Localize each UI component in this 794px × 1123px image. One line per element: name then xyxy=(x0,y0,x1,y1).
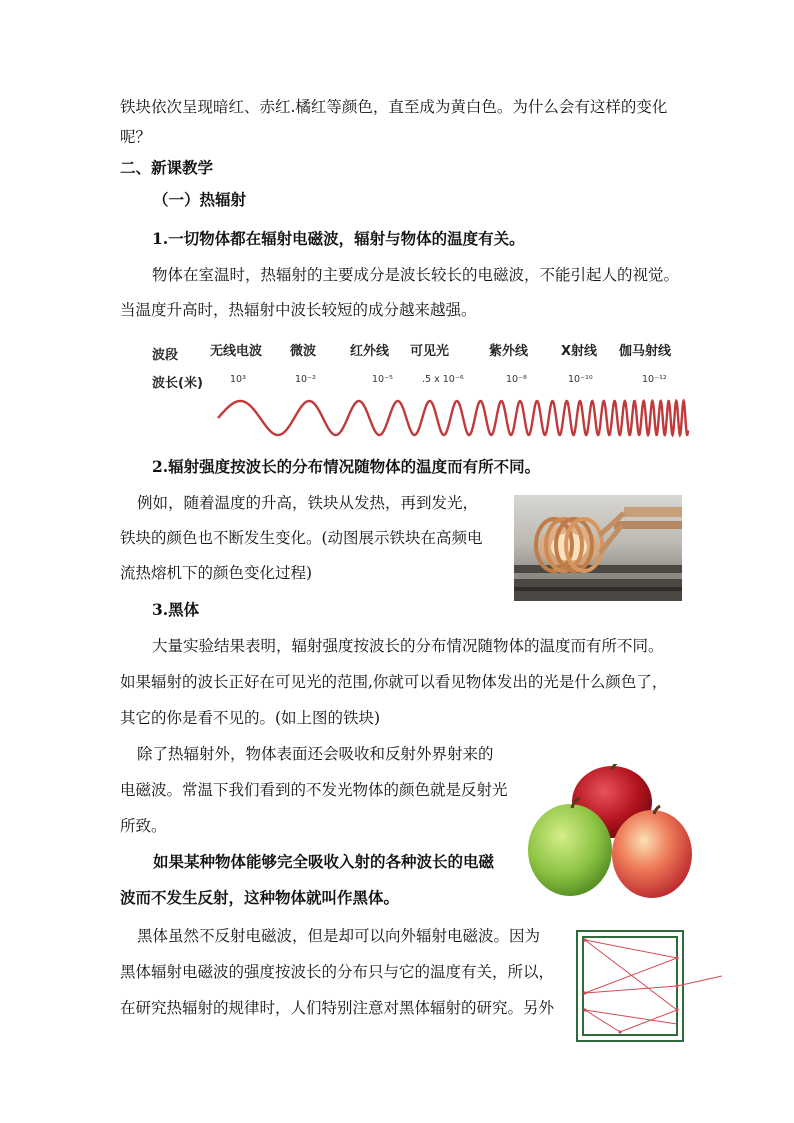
point-1-heading: 1.一切物体都在辐射电磁波，辐射与物体的温度有关。 xyxy=(152,229,525,248)
wavelength-radio: 10³ xyxy=(230,374,246,385)
point-3-heading: 3.黑体 xyxy=(152,600,200,619)
point-2-heading: 2.辐射强度按波长的分布情况随物体的温度而有所不同。 xyxy=(152,457,541,476)
band-gamma: 伽马射线 xyxy=(619,344,672,359)
band-microwave: 微波 xyxy=(290,344,317,359)
paragraph-2-line-1: 例如，随着温度的升高，铁块从发热，再到发光， xyxy=(137,494,479,512)
paragraph-5-line-2: 黑体辐射电磁波的强度按波长的分布只与它的温度有关，所以， xyxy=(120,963,555,981)
induction-heating-photo xyxy=(514,495,682,601)
paragraph-1-line-2: 当温度升高时，热辐射中波长较短的成分越来越强。 xyxy=(120,301,477,319)
apples-photo xyxy=(526,764,692,900)
paragraph-4-line-3: 所致。 xyxy=(120,817,167,835)
band-ultraviolet: 紫外线 xyxy=(489,344,529,359)
band-infrared: 红外线 xyxy=(350,344,390,359)
paragraph-3-line-2: 如果辐射的波长正好在可见光的范围,你就可以看见物体发出的光是什么颜色了， xyxy=(120,673,668,691)
spectrum-wave xyxy=(218,401,688,435)
wavelength-visible: .5 x 10⁻⁶ xyxy=(422,374,464,385)
wavelength-microwave: 10⁻² xyxy=(295,374,316,385)
paragraph-5-line-3: 在研究热辐射的规律时，人们特别注意对黑体辐射的研究。另外 xyxy=(120,999,555,1017)
section-heading-2: 二、新课教学 xyxy=(120,158,214,177)
paragraph-5-line-1: 黑体虽然不反射电磁波，但是却可以向外辐射电磁波。因为 xyxy=(137,927,541,945)
paragraph-3-line-3: 其它的你是看不见的。(如上图的铁块) xyxy=(120,709,381,727)
band-xray: X射线 xyxy=(561,344,598,359)
wavelength-gamma: 10⁻¹² xyxy=(642,374,667,385)
intro-line-1: 铁块依次呈现暗红、赤红.橘红等颜色，直至成为黄白色。为什么会有这样的变化 xyxy=(120,98,668,116)
cavity-outer-wall xyxy=(577,931,683,1041)
blackbody-cavity-diagram xyxy=(576,930,726,1044)
paragraph-3-line-1: 大量实验结果表明，辐射强度按波长的分布情况随物体的温度而有所不同。 xyxy=(152,637,664,655)
paragraph-2-line-2: 铁块的颜色也不断发生变化。(动图展示铁块在高频电 xyxy=(120,529,483,547)
subsection-heading-1: （一）热辐射 xyxy=(153,190,247,209)
paragraph-4-line-2: 电磁波。常温下我们看到的不发光物体的颜色就是反射光 xyxy=(120,781,508,799)
spectrum-figure xyxy=(140,336,692,444)
wavelength-infrared: 10⁻⁵ xyxy=(372,374,393,385)
wavelength-row-label: 波长(米) xyxy=(152,376,203,391)
intro-line-2: 呢？ xyxy=(120,128,152,146)
band-radio: 无线电波 xyxy=(210,344,263,359)
wavelength-xray: 10⁻¹⁰ xyxy=(568,374,593,385)
paragraph-1-line-1: 物体在室温时，热辐射的主要成分是波长较长的电磁波，不能引起人的视觉。 xyxy=(152,266,680,284)
spectrum-wave-svg xyxy=(140,336,692,444)
cavity-inner-wall xyxy=(583,937,677,1035)
band-visible: 可见光 xyxy=(410,344,450,359)
paragraph-2-line-3: 流热熔机下的颜色变化过程) xyxy=(120,564,313,582)
blackbody-definition-line-1: 如果某种物体能够完全吸收入射的各种波长的电磁 xyxy=(153,852,495,871)
reflected-ray xyxy=(585,940,722,1032)
paragraph-4-line-1: 除了热辐射外，物体表面还会吸收和反射外界射来的 xyxy=(137,745,494,763)
wavelength-ultraviolet: 10⁻⁸ xyxy=(506,374,527,385)
blackbody-definition-line-2: 波而不发生反射，这种物体就叫作黑体。 xyxy=(120,888,400,907)
band-row-label: 波段 xyxy=(152,348,179,363)
